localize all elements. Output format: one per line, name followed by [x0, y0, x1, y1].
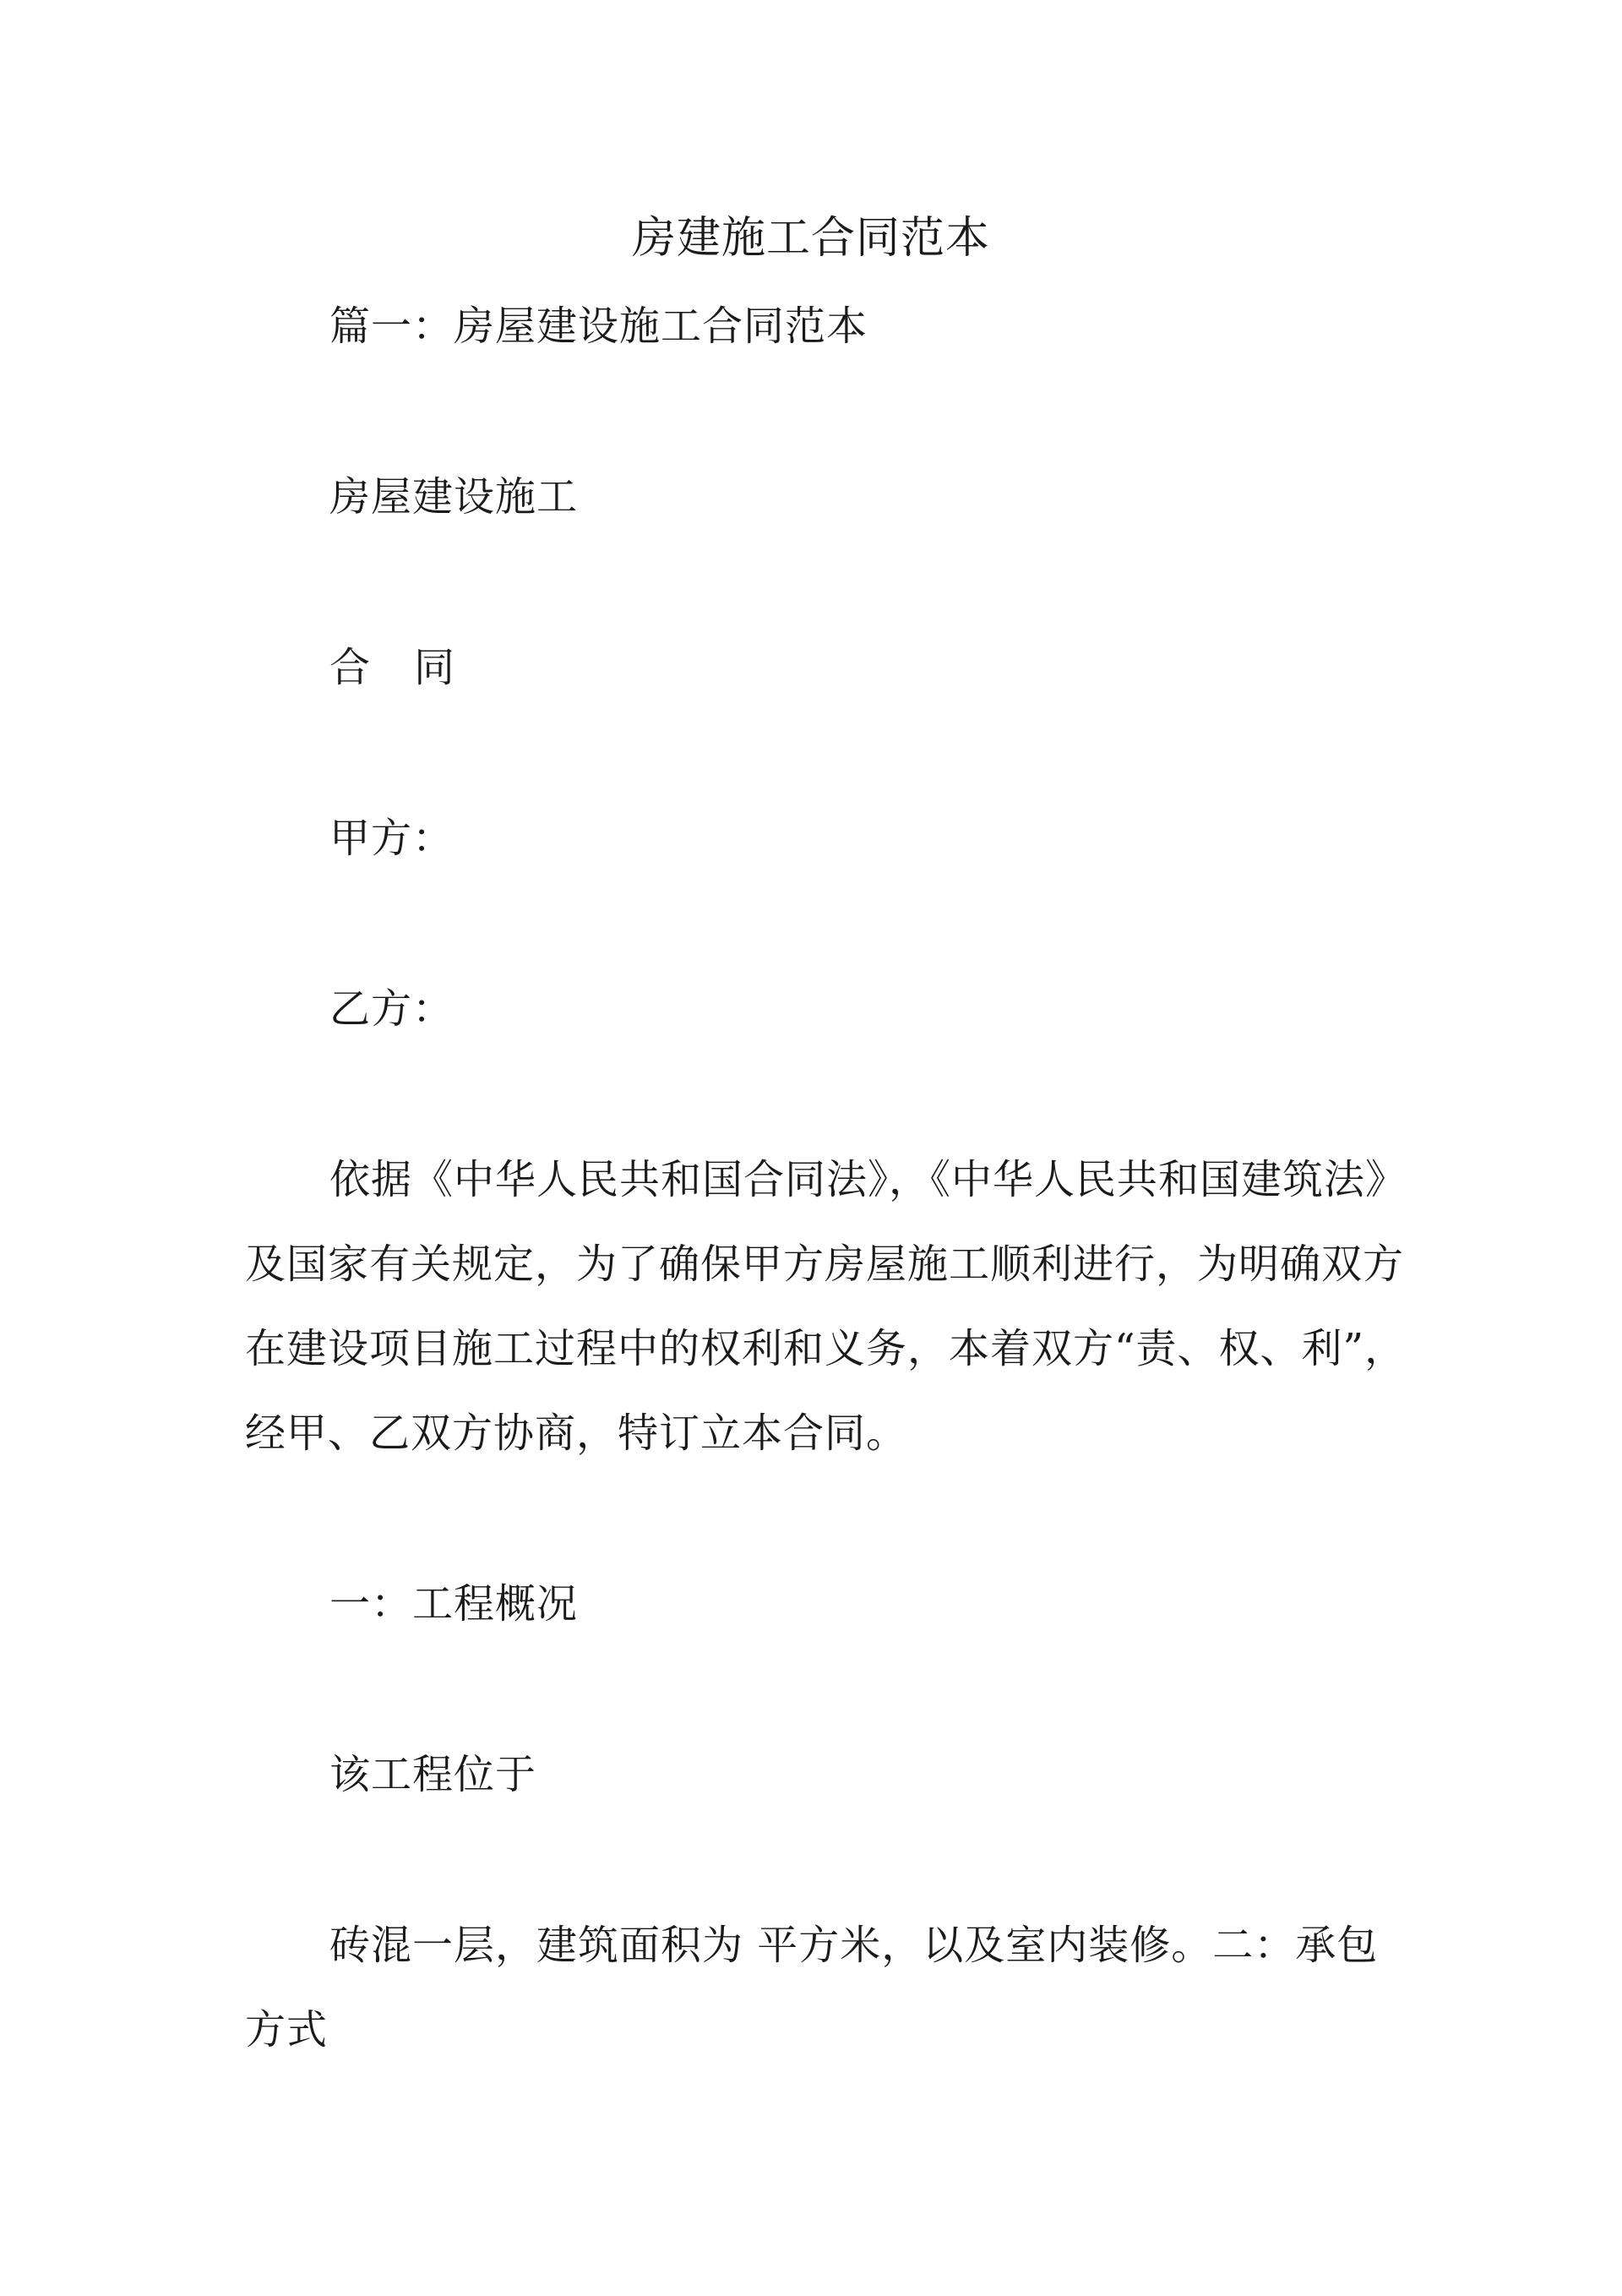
- intro-paragraph-line-2: 及国家有关规定，为了确保甲方房屋施工顺利进行，为明确双方: [245, 1241, 1405, 1288]
- clause-1-heading: 一：工程概况: [329, 1580, 579, 1628]
- party-a-label: 甲方：: [329, 815, 454, 862]
- cover-line-1: 房屋建设施工: [329, 473, 579, 521]
- clause-1-location: 该工程位于: [329, 1751, 537, 1798]
- clause-1-detail-line-2: 方式: [245, 2006, 329, 2053]
- clause-1-detail-line-1: 砖混一层，建筑面积为 平方米，以及室内装修。二：承包: [329, 1922, 1379, 1969]
- intro-paragraph-line-3: 在建设项目施工过程中的权利和义务，本着双方“责、权、利”，: [245, 1325, 1407, 1372]
- cover-line-2: 合 同: [329, 644, 457, 691]
- intro-paragraph-line-1: 依据《中华人民共和国合同法》，《中华人民共和国建筑法》: [329, 1156, 1407, 1203]
- document-title: 房建施工合同范本: [631, 213, 990, 264]
- intro-paragraph-line-4: 经甲、乙双方协商，特订立本合同。: [245, 1410, 908, 1457]
- section-heading: 篇一：房屋建设施工合同范本: [329, 303, 868, 350]
- party-b-label: 乙方：: [329, 985, 454, 1033]
